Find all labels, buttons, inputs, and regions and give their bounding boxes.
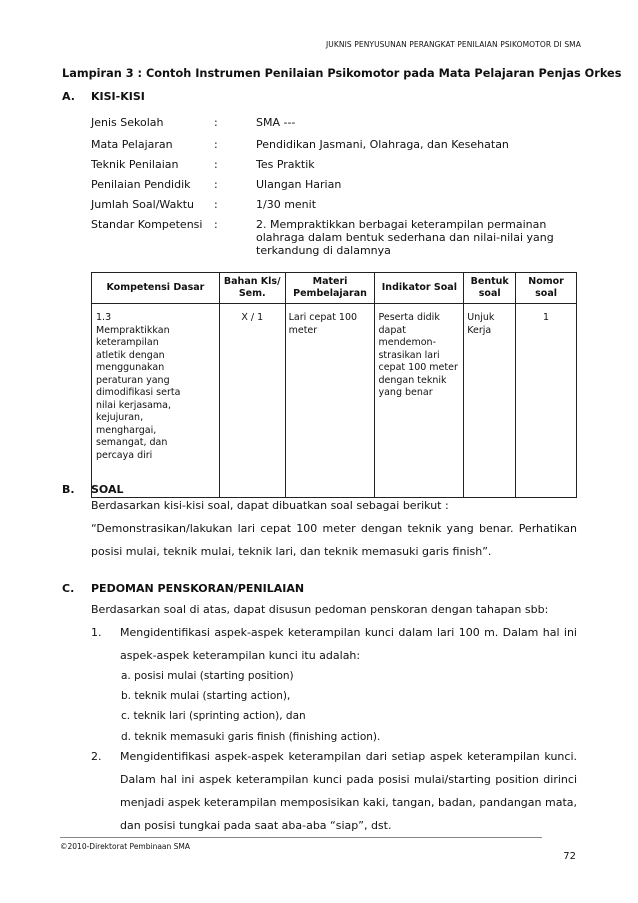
info-value: 2. Mempraktikkan berbagai keterampilan permainan: [256, 218, 547, 231]
info-value: Ulangan Harian: [256, 178, 342, 191]
info-colon: :: [214, 158, 218, 171]
item-text: Mengidentifikasi aspek-aspek keterampilan dari setiap aspek keterampilan kunci.: [120, 750, 577, 763]
table-header-row: [92, 273, 577, 304]
info-key: Jumlah Soal/Waktu: [91, 198, 194, 211]
section-b-letter: B.: [62, 483, 75, 496]
cell-materi: Lari cepat 100 meter: [285, 304, 375, 498]
info-value: SMA ---: [256, 116, 296, 129]
page-title: Lampiran 3 : Contoh Instrumen Penilaian Psikomotor pada Mata Pelajaran Penjas Orkes: [62, 67, 622, 80]
list-item: b. teknik mulai (starting action),: [121, 690, 291, 702]
header-nomor: Nomor soal: [516, 273, 577, 304]
section-c-letter: C.: [62, 582, 75, 595]
cell-kompetensi-dasar: 1.3Mempraktikkan keterampilan atletik dengan menggunakan peraturan yang dimodifikasi serta nilai kerjasama, kejujuran, menghargai, semangat, dan percaya diri: [92, 304, 220, 498]
header-bahan: Bahan Kls/ Sem.: [219, 273, 285, 304]
section-b-heading: SOAL: [91, 483, 124, 496]
info-colon: :: [214, 218, 218, 231]
info-value: Pendidikan Jasmani, Olahraga, dan Kesehatan: [256, 138, 509, 151]
header-bentuk: Bentuk soal: [464, 273, 516, 304]
info-colon: :: [214, 138, 218, 151]
table-row: [92, 304, 577, 498]
info-row: [0, 218, 638, 266]
list-item: a. posisi mulai (starting position): [121, 670, 294, 682]
item-number: 1.: [91, 626, 102, 639]
section-a-heading: KISI-KISI: [91, 90, 145, 103]
kisi-table: [91, 272, 577, 498]
running-head: JUKNIS PENYUSUNAN PERANGKAT PENILAIAN PSIKOMOTOR DI SMA: [325, 40, 581, 49]
item-text: Mengidentifikasi aspek-aspek keterampilan kunci dalam lari 100 m. Dalam hal ini: [120, 626, 577, 639]
section-b-intro: Berdasarkan kisi-kisi soal, dapat dibuatkan soal sebagai berikut :: [91, 499, 449, 512]
question-line: posisi mulai, teknik mulai, teknik lari, dan teknik memasuki garis finish”.: [91, 545, 492, 558]
footer-rule: [60, 837, 542, 838]
list-item: c. teknik lari (sprinting action), dan: [121, 710, 306, 722]
info-value: Tes Praktik: [256, 158, 315, 171]
info-key: Standar Kompetensi: [91, 218, 203, 231]
page-number: 72: [563, 851, 576, 862]
cell-nomor: 1: [516, 304, 577, 498]
header-kompetensi-dasar: Kompetensi Dasar: [92, 273, 220, 304]
section-a-letter: A.: [62, 90, 75, 103]
info-row: [0, 138, 638, 158]
info-value-cont: olahraga dalam bentuk sederhana dan nilai-nilai yang: [256, 231, 554, 244]
info-row: [0, 198, 638, 218]
cell-bahan: X / 1: [219, 304, 285, 498]
item-text: menjadi aspek keterampilan memposisikan kaki, tangan, badan, pandangan mata,: [120, 796, 577, 809]
item-text: Dalam hal ini aspek keterampilan kunci pada posisi mulai/starting position dirinci: [120, 773, 577, 786]
header-materi: Materi Pembelajaran: [285, 273, 375, 304]
item-number: 2.: [91, 750, 102, 763]
header-indikator: Indikator Soal: [375, 273, 464, 304]
item-text: aspek-aspek keterampilan kunci itu adalah:: [120, 649, 361, 662]
info-colon: :: [214, 116, 218, 129]
info-key: Penilaian Pendidik: [91, 178, 191, 191]
cell-bentuk: Unjuk Kerja: [464, 304, 516, 498]
info-row: [0, 158, 638, 178]
item-text: dan posisi tungkai pada saat aba-aba “siap”, dst.: [120, 819, 392, 832]
section-c-intro: Berdasarkan soal di atas, dapat disusun pedoman penskoran dengan tahapan sbb:: [91, 603, 549, 616]
info-colon: :: [214, 198, 218, 211]
section-c-heading: PEDOMAN PENSKORAN/PENILAIAN: [91, 582, 305, 595]
cell-indikator: Peserta didik dapat mendemon- strasikan lari cepat 100 meter dengan teknik yang benar: [375, 304, 464, 498]
question-line: “Demonstrasikan/lakukan lari cepat 100 meter dengan teknik yang benar. Perhatikan: [91, 522, 577, 535]
info-colon: :: [214, 178, 218, 191]
info-key: Mata Pelajaran: [91, 138, 173, 151]
info-value-cont: terkandung di dalamnya: [256, 244, 391, 257]
list-item: d. teknik memasuki garis finish (finishing action).: [121, 731, 381, 743]
info-value: 1/30 menit: [256, 198, 317, 211]
info-row: [0, 178, 638, 198]
info-key: Teknik Penilaian: [91, 158, 179, 171]
footer-text: ©2010-Direktorat Pembinaan SMA: [60, 842, 191, 851]
info-key: Jenis Sekolah: [91, 116, 164, 129]
info-row: [0, 116, 638, 136]
